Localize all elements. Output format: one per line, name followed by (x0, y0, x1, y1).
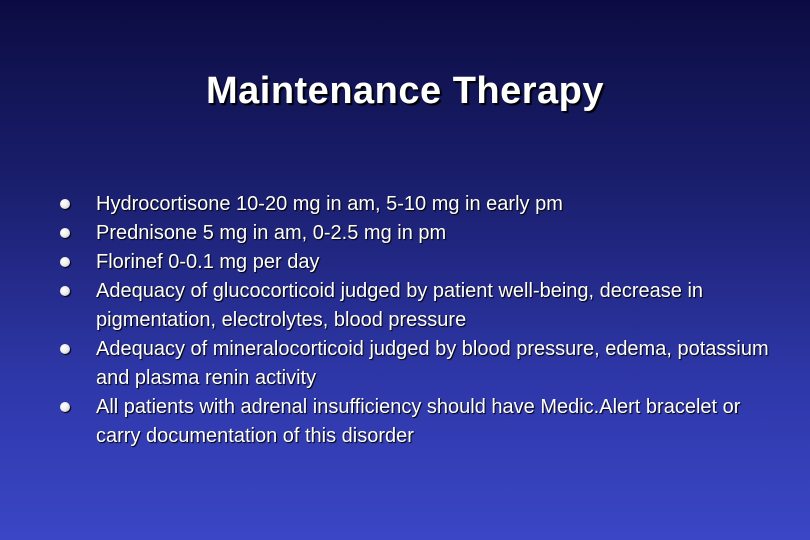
bullet-dot-icon (60, 402, 70, 412)
bullet-dot-icon (60, 286, 70, 296)
bullet-item-mineralocorticoid (60, 335, 780, 393)
bullet-text: Hydrocortisone 10-20 mg in am, 5-10 mg in early pm (96, 193, 563, 215)
bullet-item-prednisone (60, 219, 780, 248)
bullet-text: Prednisone 5 mg in am, 0-2.5 mg in pm (96, 222, 447, 244)
bullet-text: Florinef 0-0.1 mg per day (96, 251, 320, 273)
bullet-dot-icon (60, 199, 70, 209)
bullet-dot-icon (60, 257, 70, 267)
bullet-list (60, 190, 780, 451)
bullet-item-hydrocortisone (60, 190, 780, 219)
bullet-dot-icon (60, 228, 70, 238)
bullet-dot-icon (60, 344, 70, 354)
bullet-text: All patients with adrenal insufficiency should have Medic.Alert bracelet or carry documentation of this disorder (96, 396, 741, 447)
bullet-item-glucocorticoid (60, 277, 780, 335)
slide-title: Maintenance Therapy (205, 70, 605, 112)
bullet-item-medic-alert (60, 393, 780, 451)
bullet-item-florinef (60, 248, 780, 277)
bullet-text: Adequacy of glucocorticoid judged by patient well-being, decrease in pigmentation, electrolytes, blood pressure (96, 280, 704, 331)
bullet-text: Adequacy of mineralocorticoid judged by blood pressure, edema, potassium and plasma renin activity (96, 338, 769, 389)
